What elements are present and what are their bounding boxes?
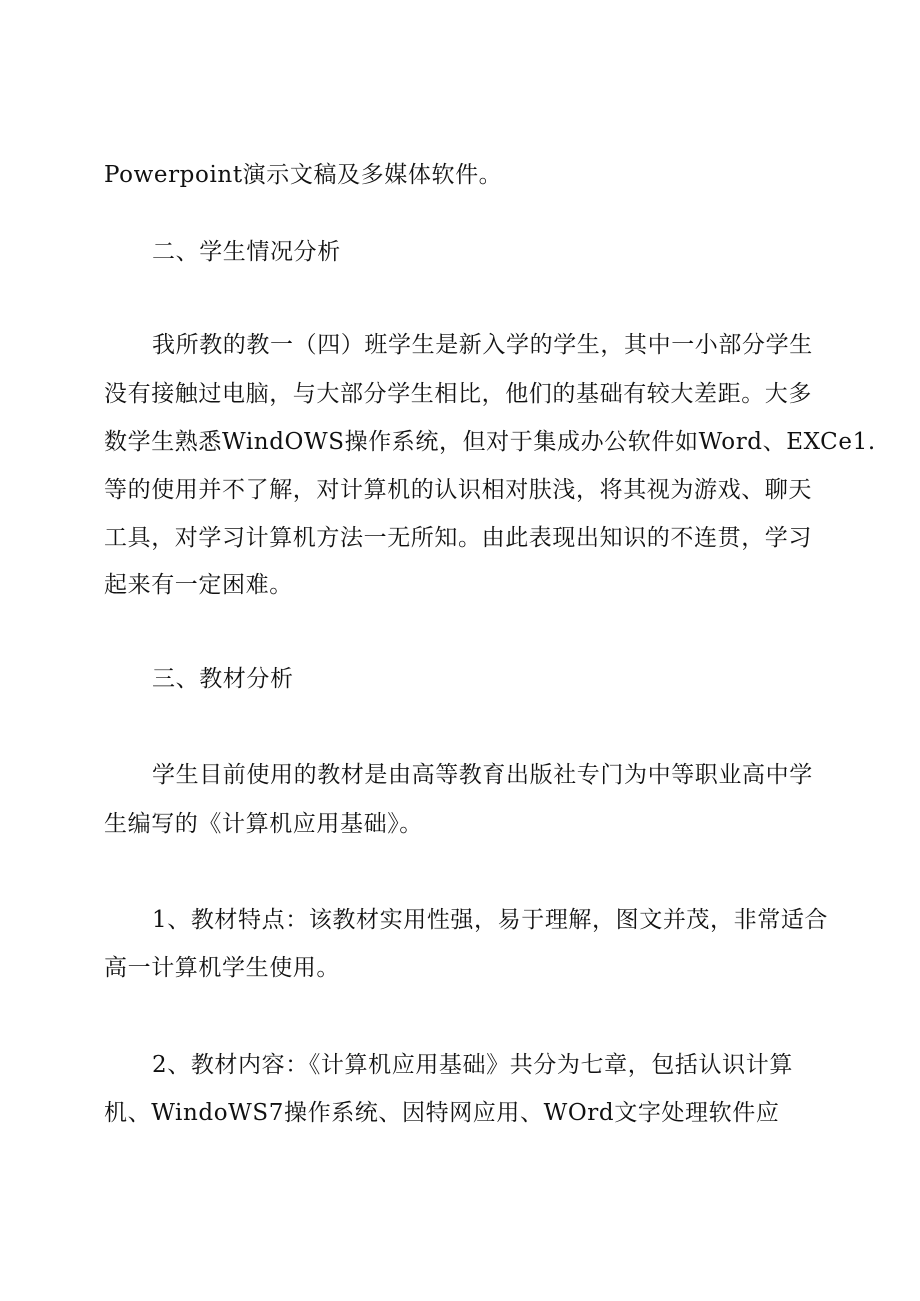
paragraph-line: 1、教材特点：该教材实用性强，易于理解，图文并茂，非常适合 (152, 907, 829, 933)
paragraph-line: 工具，对学习计算机方法一无所知。由此表现出知识的不连贯，学习 (104, 525, 812, 551)
section-heading: 三、教材分析 (152, 666, 294, 692)
paragraph-line: 高一计算机学生使用。 (104, 955, 340, 981)
paragraph-line: 没有接触过电脑，与大部分学生相比，他们的基础有较大差距。大多 (104, 381, 812, 407)
paragraph-line: 等的使用并不了解，对计算机的认识相对肤浅，将其视为游戏、聊天 (104, 477, 812, 503)
section-heading: 二、学生情况分析 (152, 239, 341, 265)
paragraph-line: 生编写的《计算机应用基础》。 (104, 811, 423, 837)
paragraph-line: 2、教材内容：《计算机应用基础》共分为七章，包括认识计算 (152, 1052, 793, 1078)
paragraph-line: 我所教的教一（四）班学生是新入学的学生，其中一小部分学生 (152, 332, 813, 358)
paragraph-line: 机、WindoWS7操作系统、因特网应用、WOrd文字处理软件应 (104, 1100, 780, 1126)
paragraph-line: Powerpoint演示文稿及多媒体软件。 (104, 162, 503, 188)
paragraph-line: 起来有一定困难。 (104, 572, 293, 598)
paragraph-line: 数学生熟悉WindOWS操作系统，但对于集成办公软件如Word、EXCe1. (104, 429, 876, 455)
paragraph-line: 学生目前使用的教材是由高等教育出版社专门为中等职业高中学 (152, 762, 813, 788)
